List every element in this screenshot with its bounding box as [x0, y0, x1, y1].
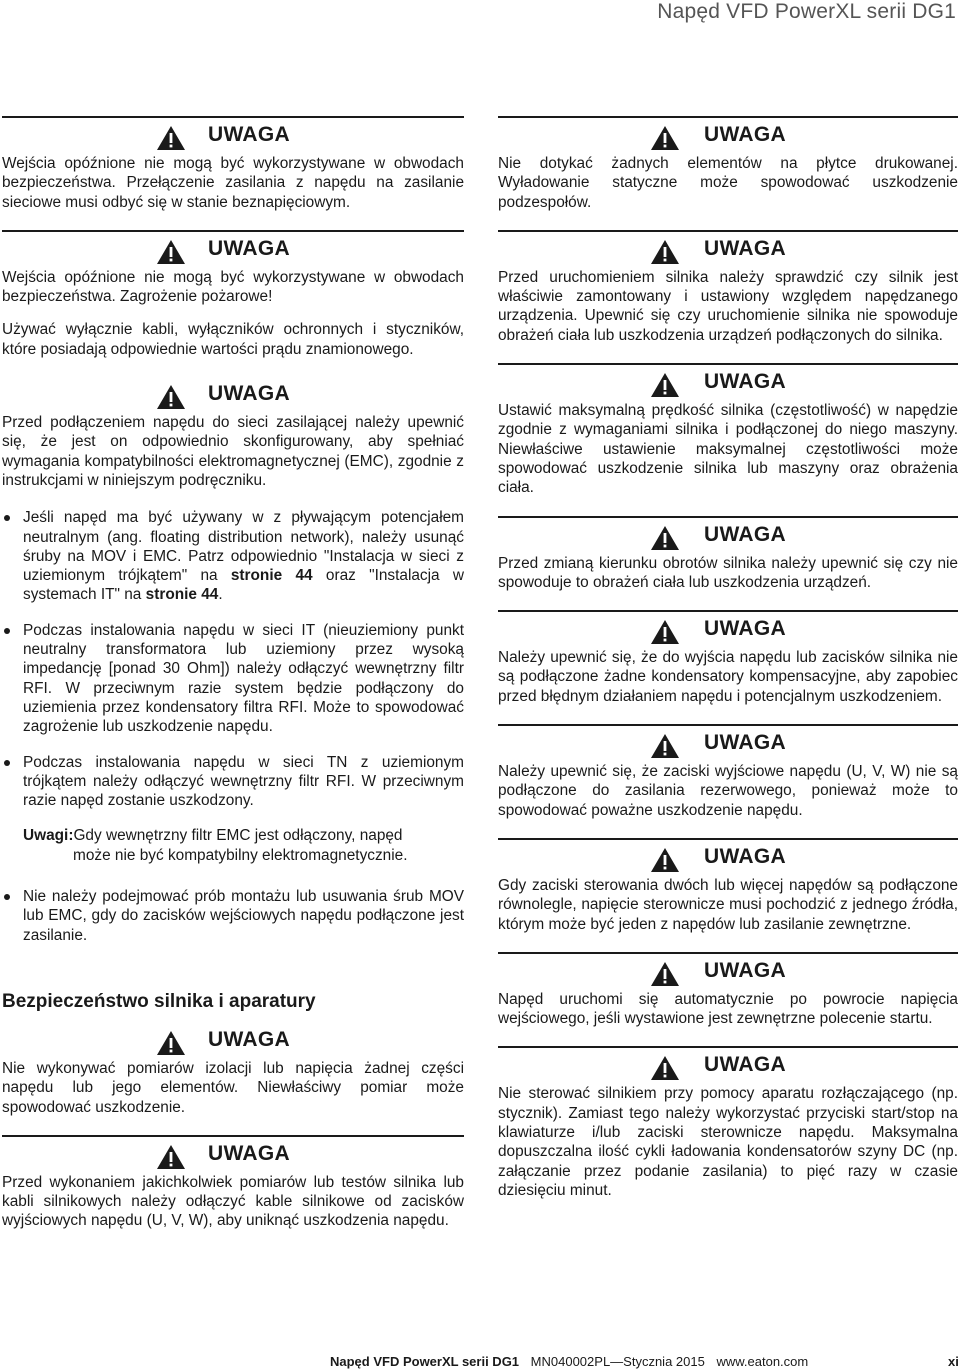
- list-item: Podczas instalowania napędu w sieci TN z uziemionym trójkątem należy odłączyć wewnętrzny filtr RFI. W przeciwnym razie napęd zostanie uszkodzony.: [2, 753, 464, 811]
- warning-icon: [650, 525, 680, 551]
- warning-text: Nie sterować silnikiem przy pomocy aparatu rozłączającego (np. stycznik). Zamiast tego należy wykorzystać przyciski start/stop na klawiaturze i/lub zaciski sterownicze napędu. Maksymalna dopuszczalna ilość cykli ładowania kondensatorów szyny DC (np. załączanie przez podanie zasilania) to pięć razy w czasie dziesięciu minut.: [498, 1085, 958, 1199]
- bullet-icon: [4, 515, 10, 521]
- bullet-list: [2, 508, 464, 810]
- warning-label: UWAGA: [704, 1053, 786, 1077]
- warning-header: [2, 1023, 464, 1059]
- warning-icon: [650, 372, 680, 398]
- warning-icon: [650, 847, 680, 873]
- warning-icon: [650, 733, 680, 759]
- warning-header: [498, 230, 958, 268]
- warning-label: UWAGA: [704, 370, 786, 394]
- warning-label: UWAGA: [208, 1141, 290, 1165]
- warning-header: [498, 1046, 958, 1084]
- warning-icon: [156, 125, 186, 151]
- warning-block: [498, 838, 958, 934]
- warning-block: [498, 952, 958, 1029]
- warning-block: [2, 1135, 464, 1231]
- warning-text: Napęd uruchomi się automatycznie po powrocie napięcia wejściowego, jeśli wystawione jest zewnętrzne polecenie startu.: [498, 990, 958, 1028]
- warning-text: Przed podłączeniem napędu do sieci zasilającej należy upewnić się, że jest on odpowiednio skonfigurowany, aby spełniać wymagania kompatybilności elektromagnetycznej (EMC), zgodnie z instrukcjami w niniejszym podręczniku.: [2, 414, 464, 489]
- list-item: Podczas instalowania napędu w sieci IT (nieuziemiony punkt neutralny transformatora lub uziemiony przez wysoką impedancję [ponad 30 Ohm]) należy odłączyć wewnętrzny filtr RFI. W przeciwnym razie system będzie podłączony do uziemienia przez kondensatory filtra RFI. Może to spowodować zagrożenie lub uszkodzenie napędu.: [2, 621, 464, 737]
- warning-header: [498, 516, 958, 554]
- warning-icon: [156, 1030, 186, 1056]
- warning-block: [2, 116, 464, 212]
- warning-block: [498, 230, 958, 345]
- warning-text: Należy upewnić się, że zaciski wyjściowe napędu (U, V, W) nie są podłączone do zasilania rezerwowego, ponieważ może to spowodować poważne uszkodzenie napędu.: [498, 763, 958, 819]
- warning-block: [498, 516, 958, 593]
- warning-header: [498, 116, 958, 154]
- bullet-icon: [4, 760, 10, 766]
- warning-block: [2, 230, 464, 359]
- warning-label: UWAGA: [704, 236, 786, 260]
- warning-icon: [156, 384, 186, 410]
- warning-label: UWAGA: [208, 123, 290, 146]
- bullet-icon: [4, 894, 10, 900]
- warning-label: UWAGA: [704, 844, 786, 868]
- page-footer: [330, 1354, 959, 1369]
- bullet-list: [2, 887, 464, 945]
- page-reference: stronie 44: [145, 586, 219, 604]
- warning-text: Gdy zaciski sterowania dwóch lub więcej napędów są podłączone równolegle, napięcie sterownicze musi pochodzić z jednego źródła, którym może być jeden z napędów lub zasilanie zewnętrzne.: [498, 876, 958, 933]
- warning-label: UWAGA: [208, 382, 290, 406]
- warning-text: Przed uruchomieniem silnika należy sprawdzić czy silnik jest właściwie zamontowany i ustawiony względem napędzanego urządzenia. Upewnić się czy uruchomienie silnika nie spowoduje obrażeń ciała lub uszkodzenia urządzeń podłączonych do silnika.: [498, 268, 958, 344]
- warning-text: Nie wykonywać pomiarów izolacji lub napięcia żadnej części napędu lub jego elementów. Niewłaściwy pomiar może spowodować uszkodzenie.: [2, 1059, 464, 1116]
- warning-label: UWAGA: [704, 123, 786, 146]
- warning-text: Wejścia opóźnione nie mogą być wykorzystywane w obwodach bezpieczeństwa. Przełączenie zasilania z napędu na zasilanie sieciowe musi odbyć się w stanie beznapięciowym.: [2, 155, 464, 211]
- warning-icon: [650, 961, 680, 987]
- warning-icon: [156, 239, 186, 265]
- warning-icon: [650, 619, 680, 645]
- footer-url: www.eaton.com: [716, 1354, 809, 1369]
- warning-header: [498, 363, 958, 401]
- warning-block: [498, 724, 958, 820]
- warning-header: [2, 230, 464, 268]
- warning-text: Wejścia opóźnione nie mogą być wykorzystywane w obwodach bezpieczeństwa. Zagrożenie pożarowe!: [2, 268, 464, 306]
- warning-header: [498, 610, 958, 648]
- warning-block: [498, 363, 958, 497]
- warning-icon: [650, 125, 680, 151]
- warning-text: Ustawić maksymalną prędkość silnika (częstotliwość) w napędzie zgodnie z wymaganiami silnika i podłączonej do niego maszyny. Niewłaściwe ustawienie maksymalnej częstotliwości może spowodować uszkodzenie silnika lub maszyny oraz obrażenia ciała.: [498, 402, 958, 497]
- footer-product: Napęd VFD PowerXL serii DG1: [330, 1354, 520, 1369]
- page-reference: stronie 44: [230, 567, 313, 585]
- warning-icon: [156, 1144, 186, 1170]
- warning-header: [2, 116, 464, 154]
- warning-label: UWAGA: [704, 522, 786, 546]
- section-title: Bezpieczeństwo silnika i aparatury: [2, 990, 316, 1012]
- note: [2, 826, 464, 865]
- warning-label: UWAGA: [704, 617, 786, 641]
- bullet-icon: [4, 628, 10, 634]
- warning-text: Używać wyłącznie kabli, wyłączników ochronnych i styczników, które posiadają odpowiednie wartości prądu znamionowego.: [2, 321, 464, 358]
- warning-block: [498, 116, 958, 212]
- right-column: [498, 116, 958, 1200]
- warning-text: Należy upewnić się, że do wyjścia napędu lub zacisków silnika nie są podłączone żadne kondensatory kompensacyjne, aby zapobiec przed błędnym działaniem napędu i potencjalnym uszkodzeniem.: [498, 649, 958, 705]
- note-text: Gdy wewnętrzny filtr EMC jest odłączony, napęd: [73, 827, 403, 845]
- warning-block: [498, 610, 958, 706]
- left-column: [2, 116, 464, 1231]
- warning-label: UWAGA: [208, 236, 290, 260]
- note-text: może nie być kompatybilny elektromagnetycznie.: [73, 846, 408, 864]
- list-item: Jeśli napęd ma być używany w z pływającym potencjałem neutralnym (ang. floating distribution network), należy usunąć śruby na MOV i EMC. Patrz odpowiednio "Instalacja w sieci z uziemionym trójkątem" na stronie 44 oraz "Instalacja w systemach IT" na stronie 44.: [2, 508, 464, 604]
- warning-text: Nie dotykać żadnych elementów na płytce drukowanej. Wyładowanie statyczne może spowodować uszkodzenie podzespołów.: [498, 155, 958, 211]
- warning-text: Przed zmianą kierunku obrotów silnika należy upewnić się czy nie spowoduje to obrażeń ciała lub uszkodzenia urządzeń.: [498, 554, 958, 591]
- warning-block: [498, 1046, 958, 1200]
- warning-text: Przed wykonaniem jakichkolwiek pomiarów lub testów silnika lub kabli silnikowych należy odłączyć kable silnikowe od zacisków wyjściowych napędu (U, V, W), aby uniknąć uszkodzenia napędu.: [2, 1173, 464, 1230]
- running-header: Napęd VFD PowerXL serii DG1: [657, 0, 956, 23]
- warning-header: [2, 377, 464, 413]
- footer-doc-id: MN040002PL—Stycznia 2015: [530, 1354, 705, 1369]
- warning-block: [2, 1023, 464, 1117]
- warning-label: UWAGA: [704, 731, 786, 755]
- warning-header: [2, 1135, 464, 1173]
- warning-label: UWAGA: [208, 1027, 290, 1051]
- warning-header: [498, 724, 958, 762]
- warning-header: [498, 952, 958, 990]
- list-item: Nie należy podejmować prób montażu lub usuwania śrub MOV lub EMC, gdy do zacisków wejściowych napędu podłączone jest zasilanie.: [2, 887, 464, 945]
- note-label: Uwagi:: [23, 827, 74, 845]
- warning-icon: [650, 239, 680, 265]
- page-number: xi: [948, 1354, 959, 1369]
- warning-label: UWAGA: [704, 958, 786, 982]
- warning-header: [498, 838, 958, 876]
- warning-icon: [650, 1055, 680, 1081]
- warning-block: [2, 377, 464, 945]
